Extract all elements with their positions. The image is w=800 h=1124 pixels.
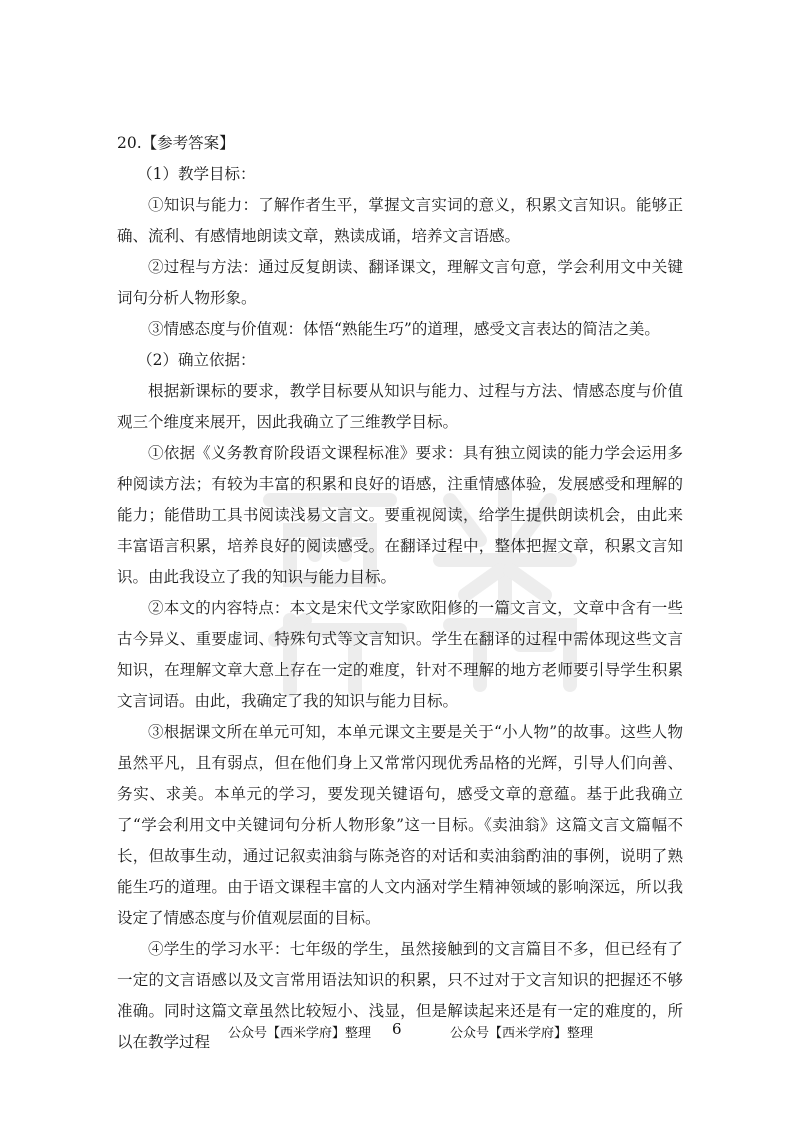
section-title-goals: （1）教学目标： — [137, 165, 256, 183]
paragraph-basis-standard: ①依据《义务教育阶段语文课程标准》要求：具有独立阅读的能力学会运用多种阅读方法；有较为丰富的积累和良好的语感，注重情感体验，发展感受和理解的能力；能借助工具书阅读浅易文言文。要重视阅读，给学生提供朗读机会，由此来丰富语言积累，培养良好的阅读感受。在翻译过程中，整体把握文章，积累文言知识。由此我设立了我的知识与能力目标。 — [117, 444, 683, 586]
page-footer — [0, 1020, 800, 1044]
paragraph-basis-students: ④学生的学习水平：七年级的学生，虽然接触到的文言篇目不多，但已经有了一定的文言语感以及文言常用语法知识的积累，只不过对于文言知识的把握还不够准确。同时这篇文章虽然比较短小、浅显，但是解读起来还是有一定的难度的，所以在教学过程 — [117, 940, 683, 1051]
footer-left-credit: 公众号【西米学府】整理 — [228, 1026, 372, 1041]
answer-content — [117, 128, 683, 1058]
paragraph-knowledge-ability: ①知识与能力：了解作者生平，掌握文言实词的意义，积累文言知识。能够正确、流利、有感情地朗读文章，熟读成诵，培养文言语感。 — [117, 196, 683, 245]
paragraph-basis-unit: ③根据课文所在单元可知，本单元课文主要是关于“小人物”的故事。这些人物虽然平凡，且有弱点，但在他们身上又常常闪现优秀品格的光辉，引导人们向善、务实、求美。本单元的学习，要发现关键语句，感受文章的意蕴。基于此我确立了“学会利用文中关键词句分析人物形象”这一目标。《卖油翁》这篇文言文篇幅不长，但故事生动，通过记叙卖油翁与陈尧咨的对话和卖油翁酌油的事例，说明了熟能生巧的道理。由于语文课程丰富的人文内涵对学生精神领域的影响深远，所以我设定了情感态度与价值观层面的目标。 — [117, 723, 683, 927]
footer-right-credit: 公众号【西米学府】整理 — [450, 1026, 594, 1041]
paragraph-emotion-values: ③情感态度与价值观：体悟“熟能生巧”的道理，感受文言表达的简洁之美。 — [148, 320, 660, 338]
answer-heading: 20.【参考答案】 — [117, 134, 235, 152]
paragraph-basis-intro: 根据新课标的要求，教学目标要从知识与能力、过程与方法、情感态度与价值观三个维度来展开，因此我确立了三维教学目标。 — [117, 382, 683, 431]
page-number: 6 — [392, 1020, 402, 1038]
paragraph-process-method: ②过程与方法：通过反复朗读、翻译课文，理解文言句意，学会利用文中关键词句分析人物形象。 — [117, 258, 683, 307]
section-title-basis: （2）确立依据： — [137, 351, 256, 369]
paragraph-basis-content: ②本文的内容特点：本文是宋代文学家欧阳修的一篇文言文，文章中含有一些古今异义、重要虚词、特殊句式等文言知识。学生在翻译的过程中需体现这些文言知识，在理解文章大意上存在一定的难度，针对不理解的地方老师要引导学生积累文言词语。由此，我确定了我的知识与能力目标。 — [117, 599, 683, 710]
